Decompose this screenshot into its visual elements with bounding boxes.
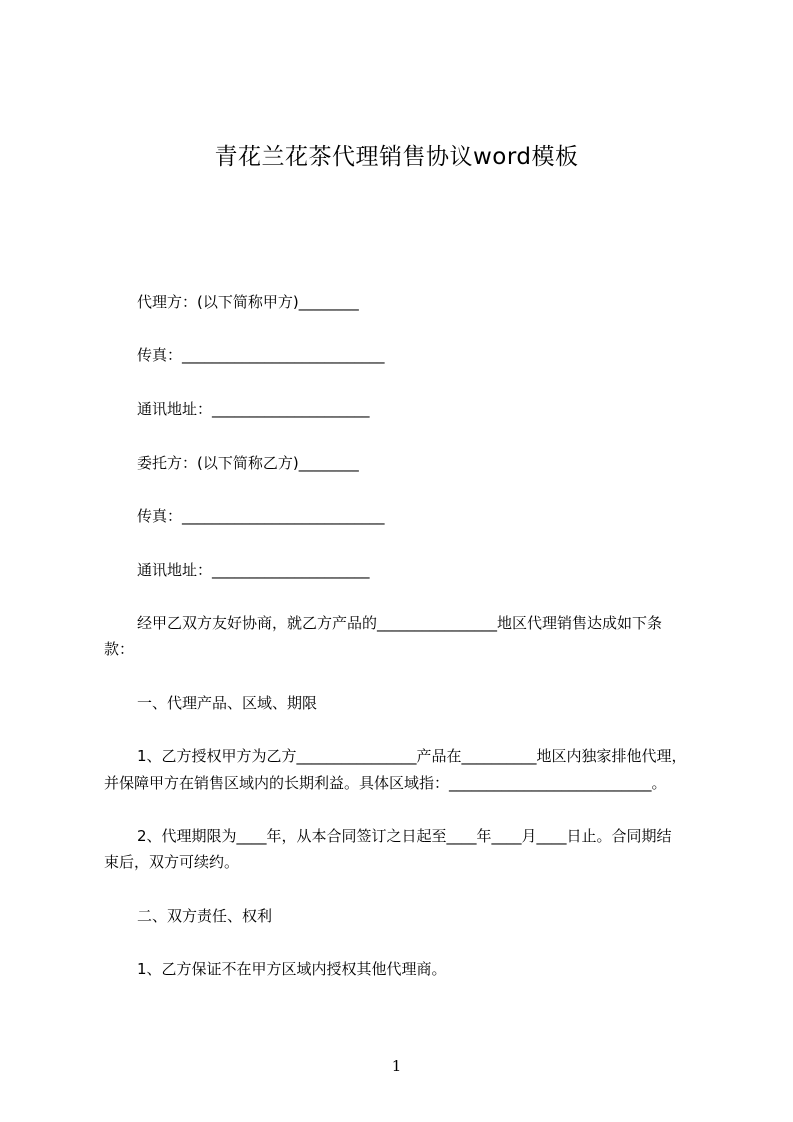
principal-address-line: 通讯地址：_____________________ [137, 561, 370, 579]
clause-2-1-line: 1、乙方保证不在甲方区域内授权其他代理商。 [137, 960, 447, 978]
agent-fax-line: 传真：___________________________ [137, 346, 385, 364]
section-2-heading: 二、双方责任、权利 [137, 907, 273, 925]
agent-address-line: 通讯地址：_____________________ [137, 400, 370, 418]
principal-party-line: 委托方：(以下简称乙方)________ [137, 454, 359, 472]
page-number: 1 [391, 1057, 402, 1075]
clause-1-1-line-1: 1、乙方授权甲方为乙方________________产品在__________地区内独家排他代理， [137, 747, 687, 765]
clause-1-2-line-1: 2、代理期限为____年，从本合同签订之日起至____年____月____日止。合同期结 [137, 827, 672, 845]
clause-1-1-line-2: 并保障甲方在销售区域内的长期利益。具体区域指：___________________________。 [104, 774, 667, 792]
document-title: 青花兰花茶代理销售协议word模板 [214, 144, 579, 170]
agent-party-line: 代理方：(以下简称甲方)________ [137, 293, 359, 311]
principal-fax-line: 传真：___________________________ [137, 507, 385, 525]
clause-1-2-line-2: 束后，双方可续约。 [104, 853, 240, 871]
preamble-line-1: 经甲乙双方友好协商，就乙方产品的________________地区代理销售达成如下条 [137, 614, 663, 632]
preamble-line-2: 款： [104, 640, 135, 658]
section-1-heading: 一、代理产品、区域、期限 [137, 694, 318, 712]
